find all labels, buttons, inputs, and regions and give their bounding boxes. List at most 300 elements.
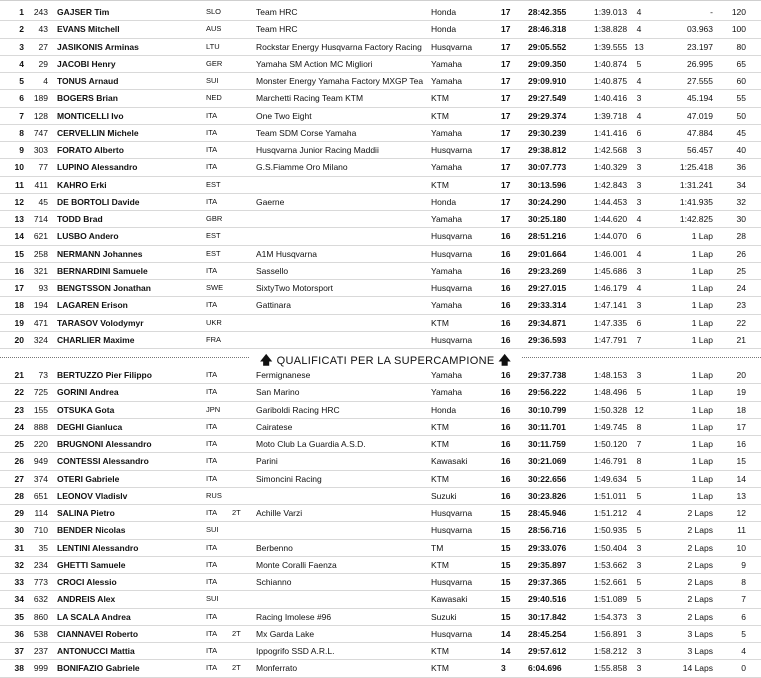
- best-lap-time: 1:50.935: [594, 525, 628, 536]
- team-name: Marchetti Racing Team KTM: [256, 93, 364, 104]
- rider-name: BOGERS Brian: [57, 93, 118, 104]
- gap: 1:41.935: [679, 196, 713, 207]
- best-lap-number: 5: [636, 594, 642, 605]
- gap: 1 Lap: [691, 231, 713, 242]
- bike-brand: Honda: [431, 196, 457, 207]
- rider-name: GAJSER Tim: [57, 7, 110, 17]
- laps: 14: [501, 628, 511, 639]
- total-time: 30:23.826: [528, 490, 567, 501]
- laps: 17: [501, 179, 511, 190]
- points: 13: [736, 490, 746, 501]
- best-lap-time: 1:56.891: [594, 628, 628, 639]
- total-time: 29:57.612: [528, 646, 567, 656]
- best-lap-number: 6: [636, 127, 642, 138]
- total-time: 29:38.812: [528, 145, 567, 155]
- race-number: 43: [38, 24, 48, 35]
- laps: 3: [501, 663, 506, 674]
- race-number: 651: [33, 490, 48, 501]
- race-number: 632: [33, 594, 48, 605]
- bike-brand: Husqvarna: [431, 145, 473, 155]
- laps: 15: [501, 559, 511, 570]
- gap: 23.197: [687, 41, 713, 52]
- team-name: Rockstar Energy Husqvarna Factory Racing: [256, 41, 422, 52]
- table-row: [0, 159, 761, 176]
- table-row: [0, 108, 761, 125]
- nationality: ITA: [206, 196, 218, 206]
- best-lap-time: 1:45.686: [594, 265, 628, 276]
- total-time: 29:35.897: [528, 559, 567, 570]
- position: 25: [14, 439, 24, 449]
- gap: 2 Laps: [687, 611, 713, 622]
- points: 34: [736, 179, 746, 190]
- position: 32: [14, 559, 24, 570]
- gap: 47.019: [687, 110, 713, 121]
- best-lap-number: 5: [636, 577, 642, 587]
- points: 4: [741, 646, 746, 656]
- best-lap-time: 1:40.874: [594, 58, 628, 69]
- position: 33: [14, 577, 24, 587]
- nationality: GER: [206, 58, 223, 68]
- bike-brand: Suzuki: [431, 490, 457, 501]
- total-time: 29:27.549: [528, 93, 567, 104]
- best-lap-time: 1:42.843: [594, 179, 628, 190]
- best-lap-time: 1:44.070: [594, 231, 628, 242]
- position: 19: [14, 317, 24, 328]
- position: 20: [14, 334, 24, 345]
- rider-name: LUPINO Alessandro: [57, 162, 138, 173]
- points: 7: [741, 594, 746, 605]
- gap: 1 Lap: [691, 248, 713, 259]
- position: 5: [19, 76, 24, 86]
- rider-name: TODD Brad: [57, 214, 103, 224]
- bike-brand: KTM: [431, 317, 449, 328]
- best-lap-time: 1:48.153: [594, 370, 628, 380]
- bike-brand: Suzuki: [431, 611, 457, 622]
- rider-name: CERVELLIN Michele: [57, 127, 139, 138]
- gap: 26.995: [687, 58, 713, 69]
- total-time: 29:56.222: [528, 387, 567, 398]
- team-name: Gaerne: [256, 196, 285, 207]
- results-table: [0, 4, 761, 678]
- race-number: 237: [33, 646, 48, 656]
- table-row: [0, 177, 761, 194]
- team-name: Schianno: [256, 577, 292, 587]
- bike-brand: KTM: [431, 421, 449, 432]
- best-lap-time: 1:47.335: [594, 317, 628, 328]
- gap: 2 Laps: [687, 508, 713, 518]
- total-time: 28:56.716: [528, 525, 567, 536]
- points: 21: [736, 334, 746, 345]
- team-name: Gattinara: [256, 300, 291, 311]
- gap: 2 Laps: [687, 577, 713, 587]
- race-number: 538: [33, 628, 48, 639]
- best-lap-number: 3: [636, 646, 642, 656]
- bike-brand: Husqvarna: [431, 41, 473, 52]
- rider-name: LEONOV Vladislv: [57, 490, 128, 501]
- rider-name: ANDREIS Alex: [57, 594, 116, 605]
- total-time: 29:09.350: [528, 58, 567, 69]
- gap: 56.457: [687, 145, 713, 155]
- team-name: G.S.Fiamme Oro Milano: [256, 162, 348, 173]
- nationality: ITA: [206, 542, 218, 552]
- gap: 1:25.418: [679, 162, 713, 173]
- team-name: Team SDM Corse Yamaha: [256, 127, 357, 138]
- race-number: 860: [33, 611, 48, 622]
- best-lap-time: 1:38.828: [594, 24, 628, 35]
- best-lap-time: 1:50.328: [594, 404, 628, 415]
- best-lap-time: 1:44.453: [594, 196, 628, 207]
- laps: 16: [501, 248, 511, 259]
- best-lap-number: 3: [636, 542, 642, 553]
- bike-brand: TM: [431, 542, 444, 553]
- position: 16: [14, 265, 24, 276]
- qualification-label: QUALIFICATI PER LA SUPERCAMPIONE: [276, 355, 495, 367]
- position: 15: [14, 248, 24, 259]
- best-lap-number: 7: [636, 334, 642, 345]
- laps: 16: [501, 231, 511, 242]
- rider-name: BRUGNONI Alessandro: [57, 439, 152, 449]
- best-lap-number: 3: [636, 265, 642, 276]
- race-number: 194: [33, 300, 48, 311]
- position: 2: [19, 24, 24, 35]
- points: 15: [736, 456, 746, 467]
- points: 50: [736, 110, 746, 121]
- points: 22: [736, 317, 746, 328]
- team-name: Moto Club La Guardia A.S.D.: [256, 439, 366, 449]
- bike-brand: Husqvarna: [431, 628, 473, 639]
- race-number: 999: [33, 663, 48, 674]
- rider-name: GORINI Andrea: [57, 387, 119, 398]
- table-row: [0, 194, 761, 211]
- best-lap-time: 1:50.404: [594, 542, 628, 553]
- race-number: 73: [38, 370, 48, 380]
- laps: 16: [501, 456, 511, 467]
- team-name: One Two Eight: [256, 110, 312, 121]
- table-row: [0, 315, 761, 332]
- gap: 27.555: [687, 76, 713, 86]
- table-row: [0, 332, 761, 349]
- team-name: Monte Coralli Faenza: [256, 559, 337, 570]
- bike-brand: Yamaha: [431, 370, 463, 380]
- rider-name: TONUS Arnaud: [57, 76, 119, 86]
- best-lap-time: 1:46.791: [594, 456, 628, 467]
- best-lap-number: 4: [636, 7, 642, 17]
- team-name: Gariboldi Racing HRC: [256, 404, 340, 415]
- laps: 16: [501, 300, 511, 311]
- points: 19: [736, 387, 746, 398]
- best-lap-time: 1:47.791: [594, 334, 628, 345]
- table-row: [0, 280, 761, 297]
- team-name: Mx Garda Lake: [256, 628, 315, 639]
- bike-brand: Honda: [431, 7, 457, 17]
- bike-brand: Husqvarna: [431, 508, 473, 518]
- points: 60: [736, 76, 746, 86]
- position: 38: [14, 663, 24, 674]
- gap: 1 Lap: [691, 334, 713, 345]
- total-time: 29:34.871: [528, 317, 567, 328]
- position: 11: [15, 179, 24, 190]
- position: 21: [14, 370, 24, 380]
- position: 28: [14, 490, 24, 501]
- best-lap-time: 1:51.212: [594, 508, 628, 518]
- race-number: 4: [43, 76, 48, 86]
- gap: 1 Lap: [691, 300, 713, 311]
- points: 24: [736, 283, 746, 293]
- laps: 17: [501, 76, 511, 86]
- table-row: [0, 4, 761, 21]
- race-number: 220: [33, 439, 48, 449]
- laps: 17: [501, 145, 511, 155]
- best-lap-number: 3: [636, 628, 642, 639]
- gap: 1 Lap: [691, 421, 713, 432]
- points: 10: [736, 542, 746, 553]
- best-lap-time: 1:42.568: [594, 145, 628, 155]
- laps: 17: [501, 196, 511, 207]
- race-number: 303: [33, 145, 48, 155]
- rider-name: BENDER Nicolas: [57, 525, 126, 536]
- rider-name: EVANS Mitchell: [57, 24, 120, 35]
- nationality: ITA: [206, 145, 218, 154]
- nationality: ITA: [206, 387, 218, 397]
- position: 1: [19, 7, 24, 17]
- best-lap-number: 4: [636, 110, 642, 121]
- laps: 16: [501, 283, 511, 293]
- laps: 15: [501, 577, 511, 587]
- team-name: Monster Energy Yamaha Factory MXGP Tea: [256, 76, 424, 86]
- laps: 16: [501, 387, 511, 398]
- bike-brand: KTM: [431, 93, 449, 104]
- nationality: ITA: [206, 439, 218, 448]
- position: 34: [14, 594, 24, 605]
- table-row: [0, 246, 761, 263]
- total-time: 29:05.552: [528, 41, 567, 52]
- gap: 03.963: [687, 24, 713, 35]
- points: 16: [736, 439, 746, 449]
- team-name: SixtyTwo Motorsport: [256, 283, 333, 293]
- nationality: RUS: [206, 490, 222, 500]
- bike-brand: Husqvarna: [431, 283, 473, 293]
- race-number: 77: [38, 162, 48, 173]
- total-time: 30:07.773: [528, 162, 567, 173]
- nationality: ITA: [206, 508, 218, 517]
- nationality: EST: [206, 248, 221, 258]
- gap: 1 Lap: [691, 490, 713, 501]
- best-lap-number: 6: [636, 231, 642, 242]
- table-row: [0, 505, 761, 522]
- race-number: 773: [33, 577, 48, 587]
- table-row: [0, 591, 761, 608]
- position: 23: [14, 404, 24, 415]
- nationality: EST: [206, 179, 221, 189]
- total-time: 29:30.239: [528, 127, 567, 138]
- rider-name: CHARLIER Maxime: [57, 334, 135, 345]
- laps: 17: [501, 24, 511, 35]
- best-lap-number: 3: [636, 93, 642, 104]
- results-top-group: [0, 4, 761, 349]
- nationality: ITA: [206, 456, 218, 466]
- position: 37: [14, 646, 24, 656]
- position: 4: [19, 58, 24, 69]
- points: 9: [741, 559, 746, 570]
- top-divider: [0, 0, 761, 1]
- gap: 1 Lap: [691, 473, 713, 484]
- best-lap-time: 1:54.373: [594, 611, 628, 622]
- position: 31: [14, 542, 24, 553]
- table-row: [0, 367, 761, 384]
- table-row: [0, 453, 761, 470]
- bike-brand: Yamaha: [431, 162, 463, 173]
- table-row: [0, 263, 761, 280]
- table-row: [0, 90, 761, 107]
- table-row: [0, 211, 761, 228]
- table-row: [0, 73, 761, 90]
- best-lap-number: 3: [636, 663, 642, 674]
- nationality: GBR: [206, 214, 223, 223]
- nationality: EST: [206, 231, 221, 241]
- gap: 1 Lap: [691, 387, 713, 398]
- best-lap-number: 13: [634, 41, 644, 52]
- total-time: 30:11.701: [528, 421, 566, 432]
- nationality: SUI: [206, 76, 219, 85]
- laps: 17: [501, 127, 511, 138]
- gap: 1 Lap: [691, 283, 713, 293]
- best-lap-time: 1:50.120: [594, 439, 628, 449]
- rider-name: JACOBI Henry: [57, 58, 116, 69]
- position: 6: [19, 93, 24, 104]
- points: 55: [736, 93, 746, 104]
- position: 13: [14, 214, 24, 224]
- rider-name: FORATO Alberto: [57, 145, 124, 155]
- total-time: 29:37.738: [528, 370, 567, 380]
- bike-brand: Yamaha: [431, 387, 463, 398]
- total-time: 28:45.254: [528, 628, 567, 639]
- table-row: [0, 142, 761, 159]
- laps: 15: [501, 542, 511, 553]
- points: 30: [736, 214, 746, 224]
- race-number: 321: [33, 265, 48, 276]
- race-number: 621: [33, 231, 48, 242]
- best-lap-number: 5: [636, 473, 642, 484]
- race-number: 411: [34, 179, 48, 190]
- rider-name: ANTONUCCI Mattia: [57, 646, 135, 656]
- position: 12: [14, 196, 24, 207]
- table-row: [0, 522, 761, 539]
- bike-brand: Yamaha: [431, 127, 463, 138]
- best-lap-time: 1:52.661: [594, 577, 628, 587]
- best-lap-number: 3: [636, 162, 642, 173]
- position: 3: [19, 41, 24, 52]
- best-lap-number: 8: [636, 421, 642, 432]
- team-name: Parini: [256, 456, 278, 467]
- best-lap-time: 1:49.745: [594, 421, 628, 432]
- points: 120: [731, 7, 746, 17]
- gap: 14 Laps: [682, 663, 713, 674]
- best-lap-number: 4: [636, 248, 642, 259]
- nationality: ITA: [206, 559, 218, 569]
- nationality: ITA: [206, 663, 218, 673]
- best-lap-number: 5: [636, 387, 642, 398]
- nationality: ITA: [206, 265, 218, 275]
- best-lap-time: 1:39.718: [594, 110, 628, 121]
- total-time: 29:33.314: [528, 300, 567, 311]
- nationality: LTU: [206, 41, 220, 51]
- laps: 17: [501, 58, 511, 69]
- best-lap-time: 1:40.875: [594, 76, 628, 86]
- table-row: [0, 56, 761, 73]
- laps: 15: [501, 611, 511, 622]
- rider-name: CIANNAVEI Roberto: [57, 628, 139, 639]
- table-row: [0, 557, 761, 574]
- position: 26: [14, 456, 24, 467]
- bike-brand: KTM: [431, 179, 449, 190]
- total-time: 30:17.842: [528, 611, 567, 622]
- total-time: 29:09.910: [528, 76, 567, 86]
- points: 45: [736, 127, 746, 138]
- bike-brand: Honda: [431, 24, 457, 35]
- race-number: 128: [33, 110, 48, 121]
- points: 5: [741, 628, 746, 639]
- bike-brand: Kawasaki: [431, 456, 468, 467]
- rider-name: CROCI Alessio: [57, 577, 117, 587]
- bike-brand: Honda: [431, 404, 457, 415]
- total-time: 29:36.593: [528, 334, 567, 345]
- rider-name: BONIFAZIO Gabriele: [57, 663, 140, 674]
- laps: 14: [501, 646, 511, 656]
- points: 40: [736, 145, 746, 155]
- bike-brand: KTM: [431, 663, 449, 674]
- team-name: Racing Imolese #96: [256, 611, 332, 622]
- points: 23: [736, 300, 746, 311]
- total-time: 29:29.374: [528, 110, 567, 121]
- best-lap-number: 3: [636, 370, 642, 380]
- team-name: Ippogrifo SSD A.R.L.: [256, 646, 335, 656]
- position: 17: [14, 283, 24, 293]
- race-number: 114: [34, 508, 48, 518]
- points: 20: [736, 370, 746, 380]
- best-lap-number: 3: [636, 196, 642, 207]
- total-time: 30:21.069: [528, 456, 567, 467]
- gap: 1:42.825: [679, 214, 713, 224]
- rider-name: LA SCALA Andrea: [57, 611, 131, 622]
- rider-name: NERMANN Johannes: [57, 248, 143, 259]
- race-number: 725: [33, 387, 48, 398]
- total-time: 29:01.664: [528, 248, 567, 259]
- laps: 16: [501, 439, 511, 449]
- race-number: 710: [33, 525, 48, 536]
- laps: 16: [501, 404, 511, 415]
- table-row: [0, 471, 761, 488]
- rider-name: TARASOV Volodymyr: [57, 317, 144, 328]
- nationality: ITA: [206, 300, 218, 310]
- rider-name: OTSUKA Gota: [57, 404, 115, 415]
- table-row: [0, 228, 761, 245]
- laps: 16: [501, 490, 511, 501]
- arrow-up-icon: 🡅: [260, 353, 273, 367]
- bike-brand: Yamaha: [431, 265, 463, 276]
- best-lap-number: 6: [636, 317, 642, 328]
- total-time: 29:23.269: [528, 265, 567, 276]
- race-number: 93: [38, 283, 48, 293]
- best-lap-time: 1:53.662: [594, 559, 628, 570]
- nationality: ITA: [206, 628, 218, 638]
- points: 17: [736, 421, 746, 432]
- best-lap-time: 1:40.329: [594, 162, 628, 173]
- arrow-up-icon: 🡅: [498, 353, 512, 367]
- points: 12: [736, 508, 746, 518]
- team-name: A1M Husqvarna: [256, 248, 317, 259]
- laps: 16: [501, 473, 511, 484]
- total-time: 28:46.318: [528, 24, 567, 35]
